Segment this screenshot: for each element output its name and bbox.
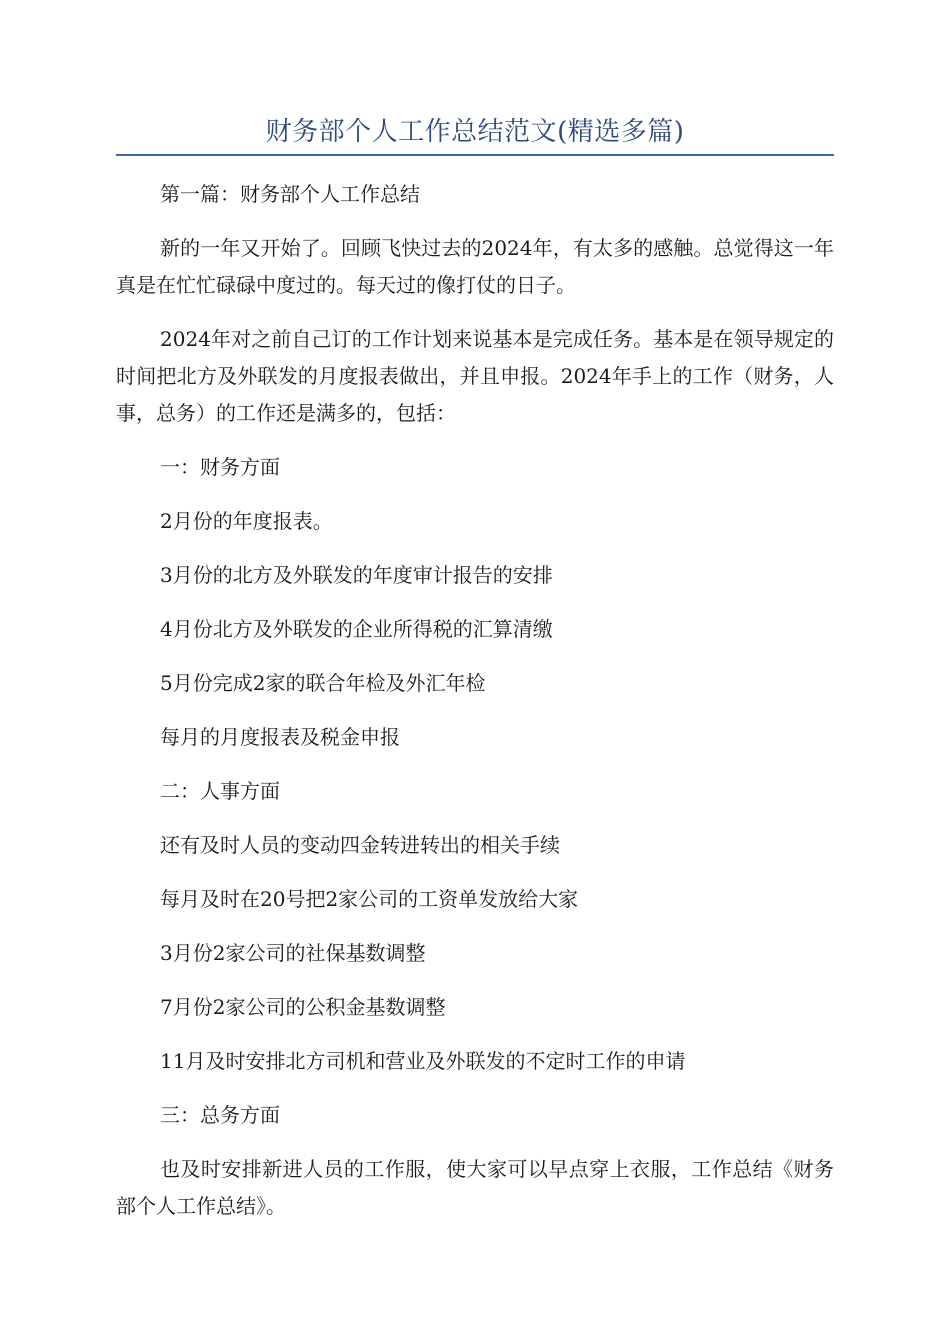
document-body [116,176,834,1225]
list-item: 3月份的北方及外联发的年度审计报告的安排 [160,563,553,587]
paragraph-uniforms: 也及时安排新进人员的工作服，使大家可以早点穿上衣服，工作总结《财务部个人工作总结》。 [116,1157,834,1218]
list-item: 7月份2家公司的公积金基数调整 [160,995,446,1019]
document-title: 财务部个人工作总结范文(精选多篇) [265,117,685,147]
subheading-finance: 一：财务方面 [160,455,280,479]
section-heading-1: 第一篇：财务部个人工作总结 [160,182,420,206]
list-item: 还有及时人员的变动四金转进转出的相关手续 [160,833,560,857]
list-item: 5月份完成2家的联合年检及外汇年检 [160,671,486,695]
list-item: 11月及时安排北方司机和营业及外联发的不定时工作的申请 [160,1049,686,1073]
list-item: 每月的月度报表及税金申报 [160,725,400,749]
list-item: 4月份北方及外联发的企业所得税的汇算清缴 [160,617,553,641]
list-item: 3月份2家公司的社保基数调整 [160,941,426,965]
paragraph-intro: 新的一年又开始了。回顾飞快过去的2024年，有太多的感触。总觉得这一年真是在忙忙碌碌中度过的。每天过的像打仗的日子。 [116,236,834,297]
subheading-personnel: 二：人事方面 [160,779,280,803]
paragraph-plan: 2024年对之前自己订的工作计划来说基本是完成任务。基本是在领导规定的时间把北方及外联发的月度报表做出，并且申报。2024年手上的工作（财务，人事，总务）的工作还是满多的，包括： [116,327,834,425]
list-item: 每月及时在20号把2家公司的工资单发放给大家 [160,887,579,911]
title-underline [116,154,834,156]
subheading-general-affairs: 三：总务方面 [160,1103,280,1127]
list-item: 2月份的年度报表。 [160,509,333,533]
